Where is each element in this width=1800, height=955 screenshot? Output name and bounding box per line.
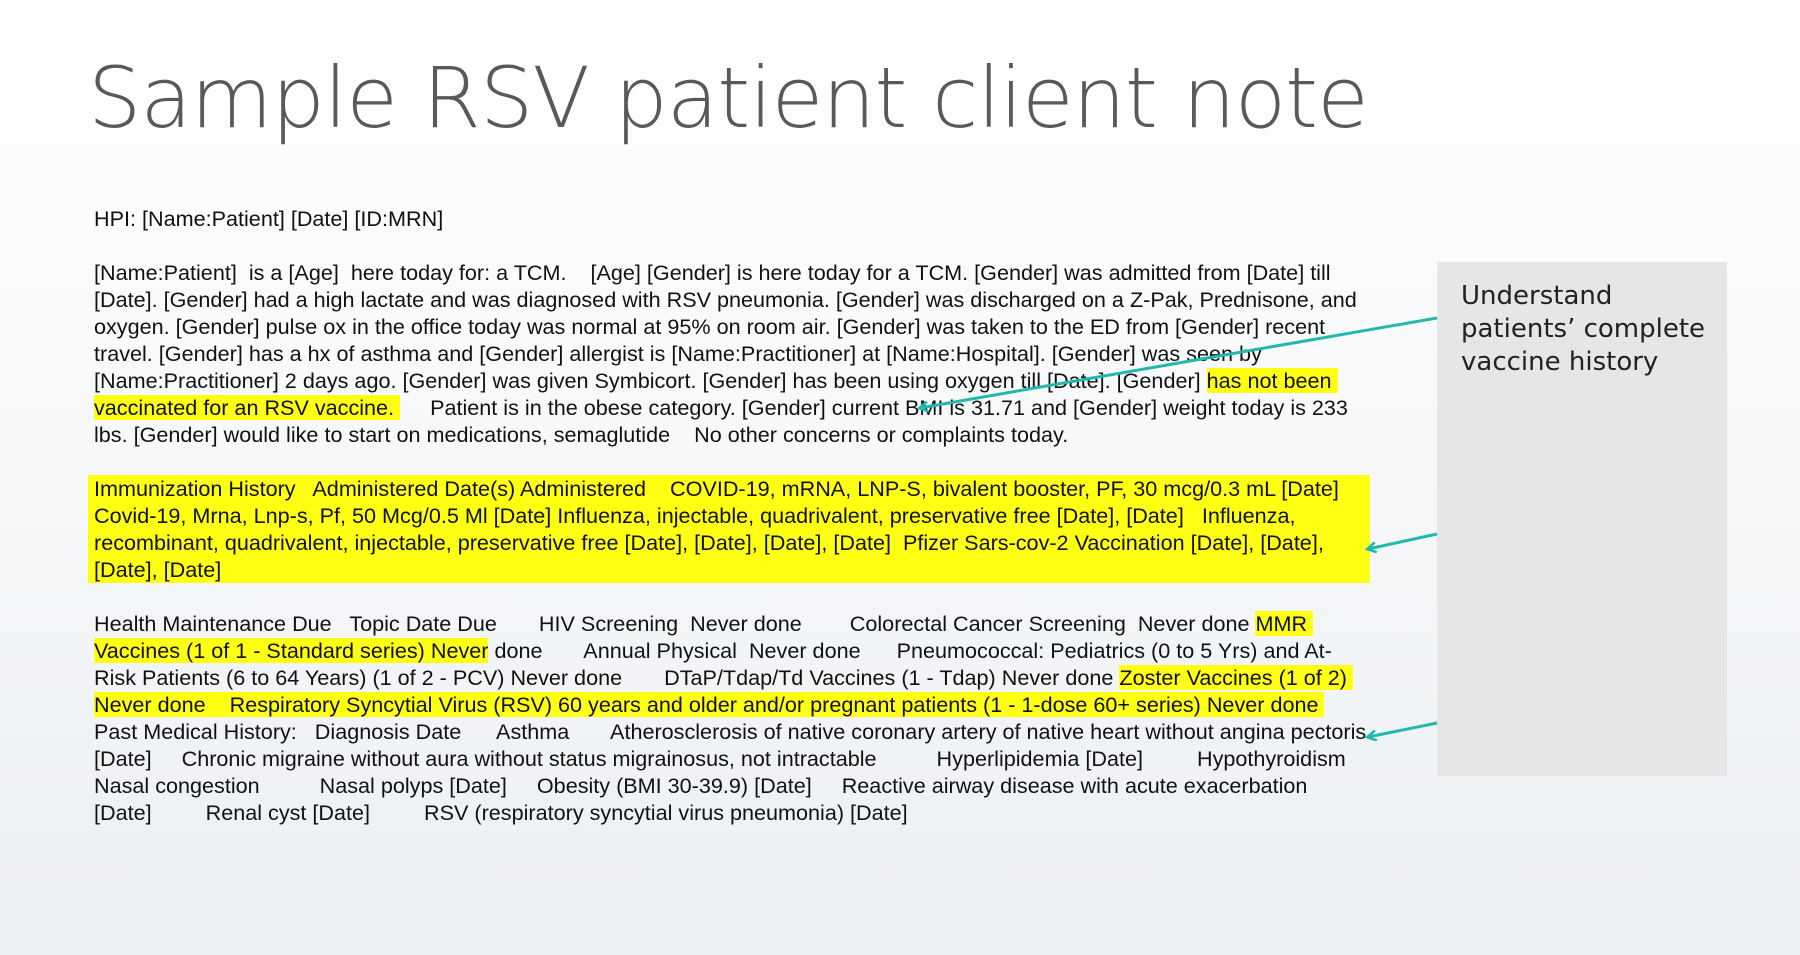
arrow-to-immunization [1368,534,1437,549]
immunization-history: Immunization History Administered Date(s) Administered COVID-19, mRNA, LNP-S, bivalent booster, PF, 30 mcg/0.3 mL [Date] Covid-19, Mrna, Lnp-s, Pf, 50 Mcg/0.5 Ml [Date] Influenza, injectable, quadrivalent, preservative free [Date], [Date] Influenza, recombinant, quadrivalent, injectable, preservative free [Date], [Date], [Date], [Date] Pfizer Sars-cov-2 Vaccination [Date], [Date], [Date], [Date] [88,475,1370,583]
mmr-highlight: MMR Vaccines (1 of 1 - Standard series) Never [94,611,1314,663]
arrow-to-rsv-vaccine [920,318,1437,408]
rsv-not-vaccinated-highlight: has not been vaccinated for an RSV vaccine. [94,368,1338,420]
hm-text-2: done Annual Physical Never done Pneumococcal: Pediatrics (0 to 5 Yrs) and At-Risk Patients (6 to 64 Years) (1 of 2 - PCV) Never done DTaP/Tdap/Td Vaccines (1 - Tdap) Never done [94,638,1332,690]
hpi-text-before: [Name:Patient] is a [Age] here today for: a TCM. [Age] [Gender] is here today for a TCM. [Gender] was admitted from [Date] till [Date]. [Gender] had a high lactate and was diagnosed with RSV pneumonia. [Gender] was discharged on a Z-Pak, Prednisone, and oxygen. [Gender] pulse ox in the office today was normal at 95% on room air. [Gender] was taken to the ED from [Gender] recent travel. [Gender] has a hx of asthma and [Gender] allergist is [Name:Practitioner] at [Name:Hospital]. [Gender] was seen by [Name:Practitioner] 2 days ago. [Gender] was given Symbicort. [Gender] has been using oxygen till [Date]. [Gender] [94,260,1363,393]
callout-text: Understand patients’ complete vaccine history [1461,281,1706,377]
hm-text-1: Health Maintenance Due Topic Date Due HIV Screening Never done Colorectal Cancer Screening Never done [94,611,1256,636]
slide-title: Sample RSV patient client note [88,49,1368,147]
hpi-text-after: Patient is in the obese category. [Gender] current BMI is 31.71 and [Gender] weight today is 233 lbs. [Gender] would like to start on medications, semaglutide No other concerns or complaints today. [94,395,1354,447]
hm-text-3: Past Medical History: Diagnosis Date Asthma Atherosclerosis of native coronary artery of native heart without angina pectoris [Date] Chronic migraine without aura without status migrainosus, not intractable Hyperlipidemia [Date] Hypothyroidism Nasal congestion Nasal polyps [Date] Obesity (BMI 30-39.9) [Date] Reactive airway disease with acute exacerbation [Date] Renal cyst [Date] RSV (respiratory syncytial virus pneumonia) [Date] [94,692,1406,825]
hpi-header: HPI: [Name:Patient] [Date] [ID:MRN] [94,206,444,231]
zoster-rsv-highlight: Zoster Vaccines (1 of 2) Never done Respiratory Syncytial Virus (RSV) 60 years and older and/or pregnant patients (1 - 1-dose 60+ series) Never done [94,665,1353,717]
arrow-to-zoster-rsv [1368,723,1437,737]
